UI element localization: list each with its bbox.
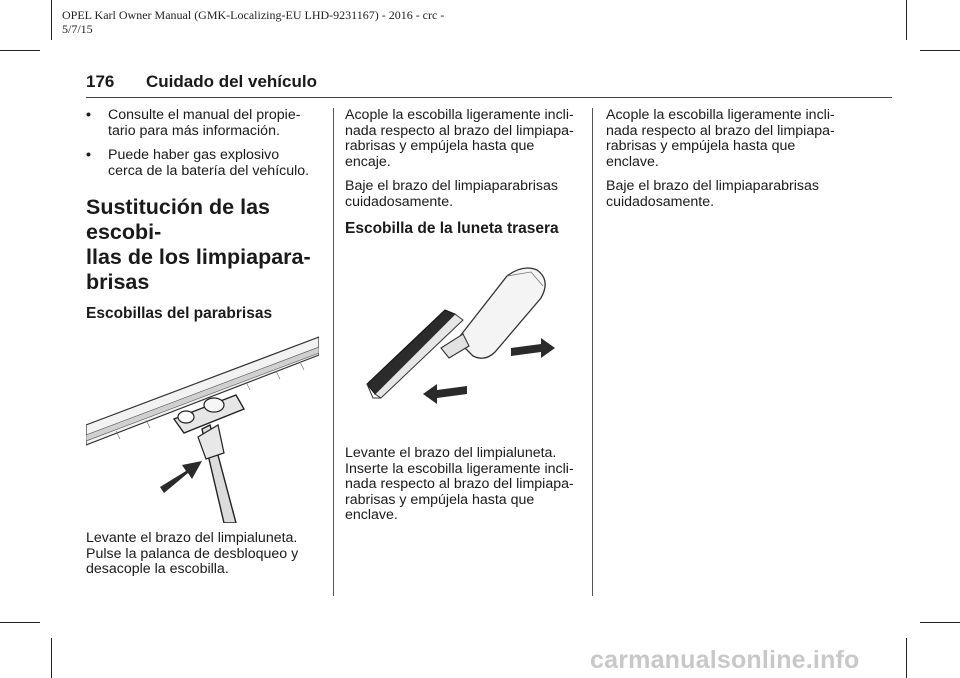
rear-wiper-figure — [345, 248, 585, 438]
crop-mark — [920, 50, 960, 51]
column-2 — [345, 108, 585, 533]
column-1 — [86, 108, 324, 587]
bullet-icon: • — [86, 147, 91, 163]
subsection-heading: Escobilla de la luneta trasera — [345, 220, 559, 237]
paragraph: Acople la escobilla ligeramente incli- nada respecto al brazo del limpiapa- rabrisas y empújela hasta que enclave. — [606, 107, 835, 170]
crop-mark — [51, 0, 52, 40]
crop-mark — [906, 638, 907, 678]
print-header — [62, 8, 542, 36]
paragraph: Baje el brazo del limpiaparabrisas cuidadosamente. — [345, 178, 558, 210]
section-title: Cuidado del vehículo — [146, 72, 317, 91]
subsection-heading: Escobillas del parabrisas — [86, 305, 273, 322]
column-3 — [606, 108, 846, 219]
bullet-item — [86, 148, 324, 179]
paragraph: Baje el brazo del limpiaparabrisas cuidadosamente. — [606, 178, 819, 210]
bullet-text: Puede haber gas explosivo cerca de la batería del vehículo. — [108, 147, 310, 179]
page-header — [86, 72, 892, 100]
windshield-wiper-figure — [86, 333, 319, 523]
figure-caption: Levante el brazo del limpialuneta. Pulse la palanca de desbloqueo y desacople la escobilla. — [86, 530, 299, 577]
crop-mark — [920, 622, 960, 623]
bullet-icon: • — [86, 107, 91, 123]
bullet-text: Consulte el manual del propie- tario para más información. — [108, 107, 301, 139]
paragraph: Acople la escobilla ligeramente incli- nada respecto al brazo del limpiapa- rabrisas y empújela hasta que encaje. — [345, 107, 574, 170]
header-rule — [86, 97, 892, 98]
figure-caption: Levante el brazo del limpialuneta. Inserte la escobilla ligeramente incli- nada respecto al brazo del limpiapa- rabrisas y empújela hasta que enclave. — [345, 445, 574, 523]
column-divider — [592, 108, 593, 596]
page-number: 176 — [86, 72, 115, 91]
bullet-item — [86, 108, 324, 139]
crop-mark — [51, 638, 52, 678]
crop-mark — [0, 622, 40, 623]
crop-mark — [0, 50, 40, 51]
column-divider — [333, 108, 334, 596]
crop-mark — [906, 0, 907, 40]
print-header-line2: 5/7/15 — [62, 22, 93, 36]
section-heading: Sustitución de las escobi- llas de los limpiapara- brisas — [86, 195, 311, 294]
print-header-line1: OPEL Karl Owner Manual (GMK-Localizing-EU LHD-9231167) - 2016 - crc - — [62, 8, 445, 22]
watermark: carmanualsonline.info — [590, 646, 860, 674]
